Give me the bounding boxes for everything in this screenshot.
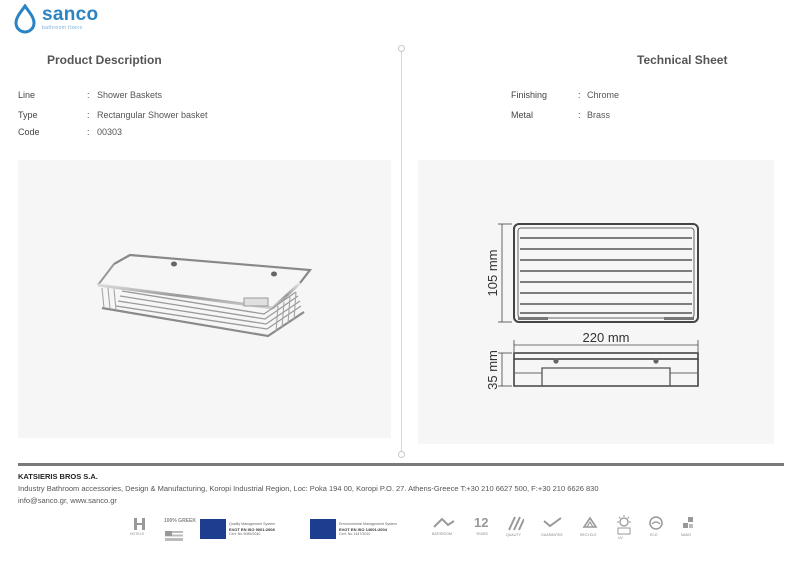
cert-label: 100% GREEK	[164, 518, 196, 524]
recycle-icon	[580, 515, 600, 533]
house-icon	[432, 515, 456, 531]
company-logo	[12, 4, 98, 34]
spec-label: Metal	[511, 110, 534, 120]
product-description-title: Product Description	[47, 53, 162, 67]
spec-separator: :	[87, 127, 90, 137]
recycle-cert	[580, 515, 600, 538]
spec-label: Type	[18, 110, 38, 120]
stripes-icon	[506, 515, 524, 531]
spec-label: Code	[18, 127, 40, 137]
years-number: 12	[474, 515, 489, 530]
eco-cert	[648, 515, 664, 536]
nano-squares-icon	[680, 515, 696, 531]
dimension-drawing	[418, 160, 774, 444]
brand-tagline: bathroom fixers	[42, 25, 83, 31]
eco-badge-icon	[648, 515, 664, 531]
hotels-cert	[130, 515, 150, 536]
technical-sheet-title: Technical Sheet	[637, 53, 728, 67]
iso-title: Environmental Management System	[339, 522, 397, 526]
company-name: KATSIERIS BROS S.A.	[18, 472, 98, 481]
spec-value: Chrome	[587, 90, 620, 100]
iso-14001-cert	[310, 519, 406, 539]
spec-separator: :	[578, 110, 581, 120]
spec-label: Finishing	[511, 90, 548, 100]
spec-value: 00303	[97, 127, 123, 137]
check-icon	[541, 515, 565, 529]
product-photo-panel	[18, 160, 391, 438]
cert-label: BATHROOM	[432, 532, 452, 536]
company-contact: info@sanco.gr, www.sanco.gr	[18, 496, 117, 505]
iso-title: Quality Management System	[229, 522, 276, 526]
iso-standard: ΕΛΟΤ EN ISO 14001:2004	[339, 527, 387, 532]
cert-label: RECYCLE	[580, 533, 597, 537]
shower-basket-illustration	[18, 160, 391, 438]
width-dimension-label: 220 mm	[582, 330, 630, 345]
spec-value: Rectangular Shower basket	[97, 110, 208, 120]
water-drop-icon	[12, 4, 38, 34]
cert-label: ECO	[650, 533, 658, 537]
footer-divider	[18, 463, 784, 466]
cert-label: NANO	[681, 533, 692, 537]
eu-flag-icon	[310, 519, 336, 539]
depth-dimension	[498, 353, 512, 386]
cert-label: HOTELS	[130, 532, 145, 536]
iso-cert-number: Cert. No 9085/2040	[229, 532, 261, 536]
brand-name: sanco	[42, 4, 99, 25]
eu-flag-icon	[200, 519, 226, 539]
spec-separator: :	[87, 110, 90, 120]
iso-cert-number: Cert. No 1447/2010	[339, 532, 371, 536]
hotel-icon	[130, 515, 150, 531]
depth-dimension-label: 35 mm	[485, 350, 500, 390]
spec-row-metal	[511, 110, 711, 122]
technical-drawing-panel	[418, 160, 774, 444]
sun-cert	[615, 515, 633, 540]
cert-label: UV	[618, 536, 623, 540]
height-dimension	[498, 224, 512, 322]
guarantee-cert	[541, 515, 565, 537]
bathroom-cert	[432, 515, 456, 536]
greek-flag-icon	[165, 531, 183, 541]
sun-icon	[615, 515, 633, 535]
quality-cert	[506, 515, 524, 536]
top-view-bars	[520, 238, 692, 313]
side-view-rim	[514, 353, 698, 359]
spec-row-type	[18, 110, 318, 122]
spec-value: Brass	[587, 110, 611, 120]
cert-label: GUARANTEE	[541, 533, 563, 537]
spec-row-finishing	[511, 90, 711, 102]
iso-9001-cert	[200, 519, 296, 539]
column-divider	[401, 49, 402, 453]
cert-label: YEARS	[476, 532, 488, 536]
spec-row-line	[18, 90, 318, 102]
spec-value: Shower Baskets	[97, 90, 163, 100]
divider-bottom-dot	[398, 451, 405, 458]
spec-row-code	[18, 127, 318, 139]
divider-top-dot	[398, 45, 405, 52]
height-dimension-label: 105 mm	[485, 249, 500, 297]
iso-standard: ΕΛΟΤ EN ISO 9001:2008	[229, 527, 275, 532]
spec-separator: :	[578, 90, 581, 100]
spec-separator: :	[87, 90, 90, 100]
spec-label: Line	[18, 90, 36, 100]
nano-cert	[680, 515, 696, 536]
company-address: Industry Bathroom accessories, Design & Manufacturing, Koropi Industrial Region, Loc: Poka 194 00, Koropi P.O. 27. Athens-Greece T:+30 210 6627 500, F:+30 210 6626 830	[18, 484, 599, 493]
cert-label: QUALITY	[506, 533, 521, 537]
